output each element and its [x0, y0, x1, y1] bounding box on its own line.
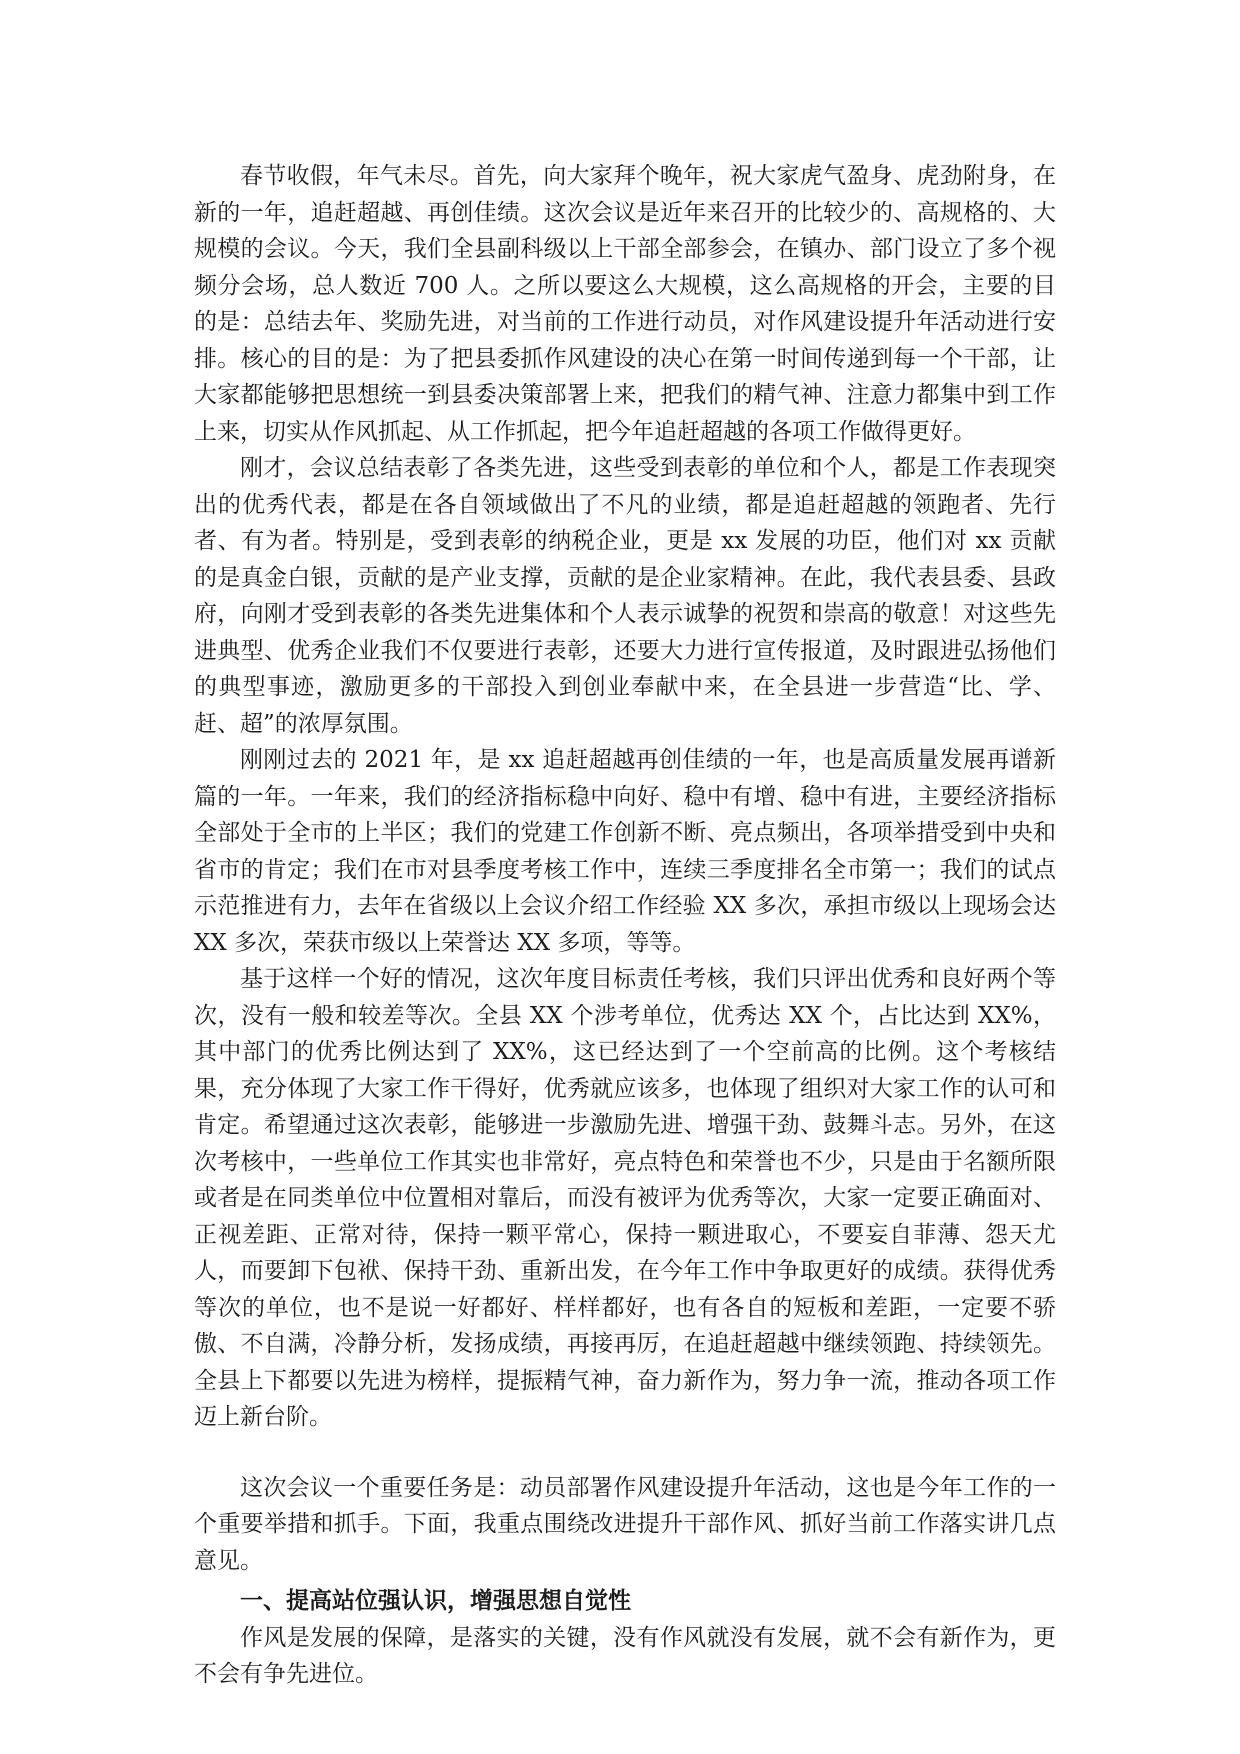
paragraph-spacer: [194, 1436, 1056, 1470]
body-paragraph-2: 刚才，会议总结表彰了各类先进，这些受到表彰的单位和个人，都是工作表现突出的优秀代表，都是在各自领域做出了不凡的业绩，都是追赶超越的领跑者、先行者、有为者。特别是，受到表彰的纳税企业，更是 xx 发展的功臣，他们对 xx 贡献的是真金白银，贡献的是产业支撑，贡献的是企业家精神。在此，我代表县委、县政府，向刚才受到表彰的各类先进集体和个人表示诚挚的祝贺和崇高的敬意！对这些先进典型、优秀企业我们不仅要进行表彰，还要大力进行宣传报道，及时跟进弘扬他们的典型事迹，激励更多的干部投入到创业奉献中来，在全县进一步营造“比、学、赶、超”的浓厚氛围。: [194, 455, 1056, 737]
closing-paragraph: 作风是发展的保障，是落实的关键，没有作风就没有发展，就不会有新作为，更不会有争先进位。: [194, 1624, 1056, 1687]
section-heading: 一、提高站位强认识，增强思想自觉性: [240, 1588, 631, 1614]
body-paragraph-1: 春节收假，年气未尽。首先，向大家拜个晚年，祝大家虎气盈身、虎劲附身，在新的一年，追赶超越、再创佳绩。这次会议是近年来召开的比较少的、高规格的、大规模的会议。今天，我们全县副科级以上干部全部参会，在镇办、部门设立了多个视频分会场，总人数近 700 人。之所以要这么大规模，这么高规格的开会，主要的目的是：总结去年、奖励先进，对当前的工作进行动员，对作风建设提升年活动进行安排。核心的目的是：为了把县委抓作风建设的决心在第一时间传递到每一个干部，让大家都能够把思想统一到县委决策部署上来，把我们的精气神、注意力都集中到工作上来，切实从作风抓起、从工作抓起，把今年追赶超越的各项工作做得更好。: [194, 163, 1056, 445]
body-paragraph-4: 基于这样一个好的情况，这次年度目标责任考核，我们只评出优秀和良好两个等次，没有一般和较差等次。全县 XX 个涉考单位，优秀达 XX 个，占比达到 XX%，其中部门的优秀比例达到了 XX%，这已经达到了一个空前高的比例。这个考核结果，充分体现了大家工作干得好，优秀就应该多，也体现了组织对大家工作的认可和肯定。希望通过这次表彰，能够进一步激励先进、增强干劲、鼓舞斗志。另外，在这次考核中，一些单位工作其实也非常好，亮点特色和荣誉也不少，只是由于名额所限或者是在同类单位中位置相对靠后，而没有被评为优秀等次，大家一定要正确面对、正视差距、正常对待，保持一颗平常心，保持一颗进取心，不要妄自菲薄、怨天尤人，而要卸下包袱、保持干劲、重新出发，在今年工作中争取更好的成绩。获得优秀等次的单位，也不是说一好都好、样样都好，也有各自的短板和差距，一定要不骄傲、不自满，冷静分析，发扬成绩，再接再厉，在追赶超越中继续领跑、持续领先。全县上下都要以先进为榜样，提振精气神，奋力新作为，努力争一流，推动各项工作迈上新台阶。: [194, 966, 1056, 1430]
body-paragraph-3: 刚刚过去的 2021 年，是 xx 追赶超越再创佳绩的一年，也是高质量发展再谱新篇的一年。一年来，我们的经济指标稳中向好、稳中有增、稳中有进，主要经济指标全部处于全市的上半区；我们的党建工作创新不断、亮点频出，各项举措受到中央和省市的肯定；我们在市对县季度考核工作中，连续三季度排名全市第一；我们的试点示范推进有力，去年在省级以上会议介绍工作经验 XX 多次，承担市级以上现场会达 XX 多次，荣获市级以上荣誉达 XX 多项，等等。: [194, 747, 1056, 956]
document-page: [194, 158, 1056, 1693]
body-paragraph-5: 这次会议一个重要任务是：动员部署作风建设提升年活动，这也是今年工作的一个重要举措和抓手。下面，我重点围绕改进提升干部作风、抓好当前工作落实讲几点意见。: [194, 1474, 1056, 1574]
